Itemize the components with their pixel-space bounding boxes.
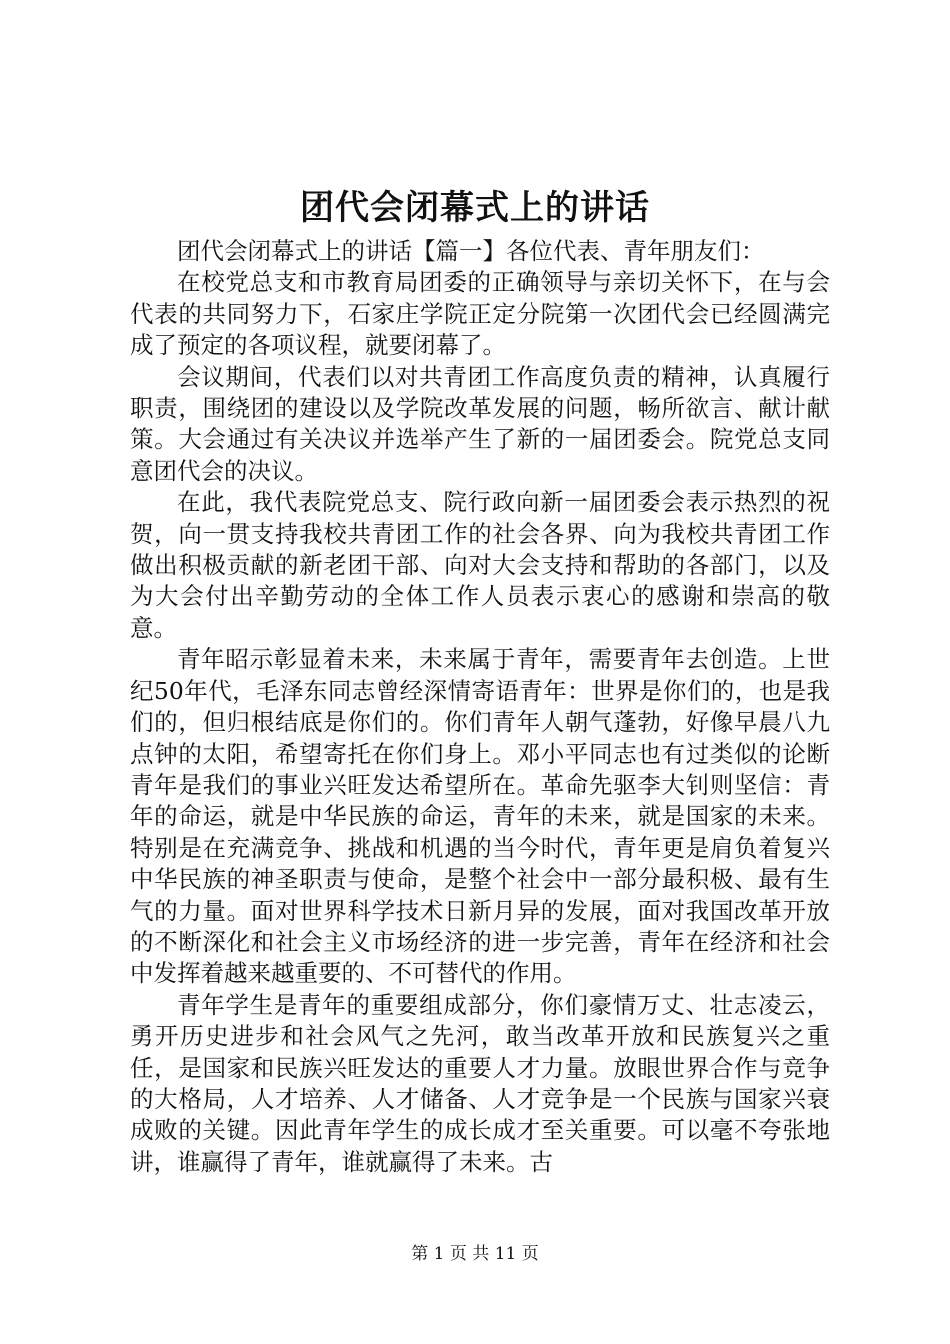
document-title: 团代会闭幕式上的讲话 [300,188,650,228]
paragraph: 会议期间，代表们以对共青团工作高度负责的精神，认真履行职责，围绕团的建设以及学院改革发展的问题，畅所欲言、献计献策。大会通过有关决议并选举产生了新的一届团委会。院党总支同意团代会的决议。 [130,362,830,485]
paragraph: 团代会闭幕式上的讲话【篇一】各位代表、青年朋友们： [177,237,765,265]
page-number: 第 1 页 共 11 页 [411,1244,539,1264]
page-footer [0,1242,950,1266]
document-body [130,236,830,1178]
paragraph: 在此，我代表院党总支、院行政向新一届团委会表示热烈的祝贺，向一贯支持我校共青团工作的社会各界、向为我校共青团工作做出积极贡献的新老团干部、向对大会支持和帮助的各部门，以及为大会付出辛勤劳动的全体工作人员表示衷心的感谢和崇高的敬意。 [130,488,830,642]
paragraph: 青年昭示彰显着未来，未来属于青年，需要青年去创造。上世纪50年代，毛泽东同志曾经深情寄语青年：世界是你们的，也是我们的，但归根结底是你们的。你们青年人朝气蓬勃，好像早晨八九点钟的太阳，希望寄托在你们身上。邓小平同志也有过类似的论断青年是我们的事业兴旺发达希望所在。革命先驱李大钊则坚信：青年的命运，就是中华民族的命运，青年的未来，就是国家的未来。特别是在充满竞争、挑战和机遇的当今时代，青年更是肩负着复兴中华民族的神圣职责与使命，是整个社会中一部分最积极、最有生气的力量。面对世界科学技术日新月异的发展，面对我国改革开放的不断深化和社会主义市场经济的进一步完善，青年在经济和社会中发挥着越来越重要的、不可替代的作用。 [130,645,830,988]
paragraph: 在校党总支和市教育局团委的正确领导与亲切关怀下，在与会代表的共同努力下，石家庄学院正定分院第一次团代会已经圆满完成了预定的各项议程，就要闭幕了。 [130,268,830,360]
paragraph: 青年学生是青年的重要组成部分，你们豪情万丈、壮志凌云，勇开历史进步和社会风气之先河，敢当改革开放和民族复兴之重任，是国家和民族兴旺发达的重要人才力量。放眼世界合作与竞争的大格局，人才培养、人才储备、人才竞争是一个民族与国家兴衰成败的关键。因此青年学生的成长成才至关重要。可以毫不夸张地讲，谁赢得了青年，谁就赢得了未来。古 [130,990,830,1176]
